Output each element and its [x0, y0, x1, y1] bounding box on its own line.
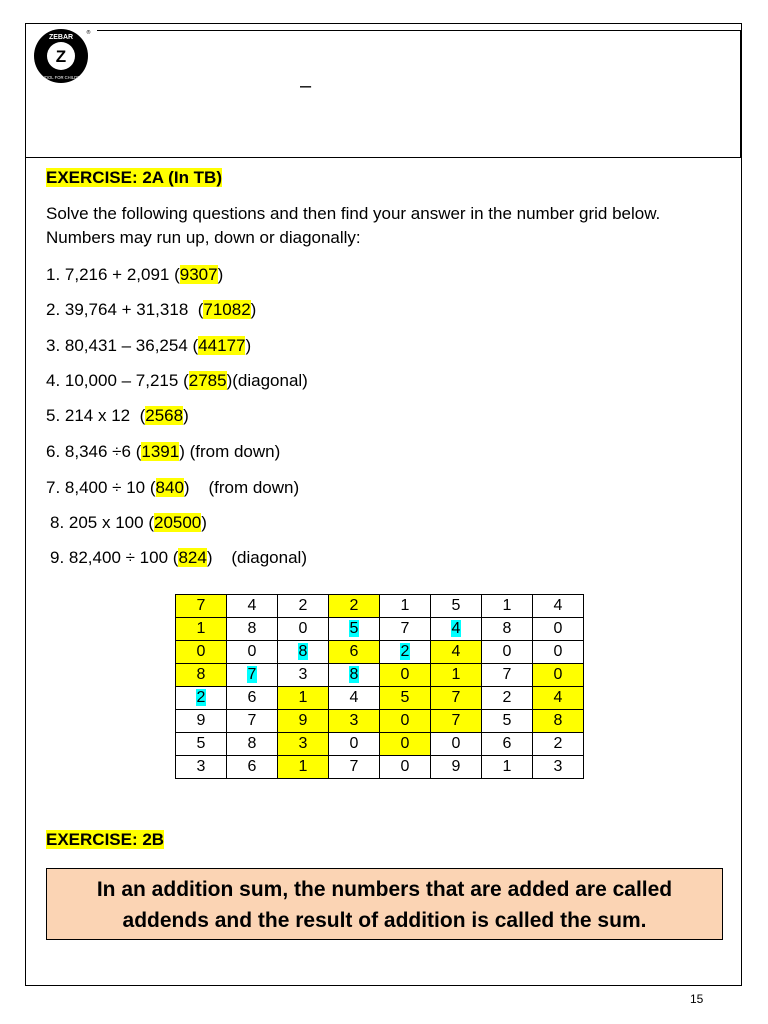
question-text: 5. 214 x 12: [46, 406, 140, 425]
grid-cell: [431, 595, 482, 618]
grid-cell-value: 2: [502, 689, 512, 706]
grid-cell: [380, 618, 431, 641]
question-text: 2. 39,764 + 31,318: [46, 300, 198, 319]
answer-open-paren: (: [174, 265, 180, 284]
grid-cell: [533, 710, 584, 733]
grid-cell: [278, 595, 329, 618]
answer-highlight: 44177: [198, 336, 246, 355]
grid-cell: [482, 687, 533, 710]
grid-cell-value: 8: [247, 620, 257, 637]
header-box: [25, 23, 742, 158]
grid-cell: [329, 710, 380, 733]
grid-cell: [482, 756, 533, 779]
grid-cell: [176, 664, 227, 687]
grid-cell: [482, 595, 533, 618]
grid-cell-value: 4: [553, 597, 563, 614]
answer-highlight: 824: [178, 548, 207, 567]
question-1: [46, 263, 223, 287]
grid-cell: [278, 664, 329, 687]
answer-highlight: 2568: [145, 406, 184, 425]
question-2: [46, 298, 256, 322]
grid-cell-value: 4: [553, 689, 563, 706]
grid-cell-value: 6: [349, 643, 359, 660]
grid-cell: [278, 733, 329, 756]
answer-close-paren: ): [217, 265, 224, 284]
grid-cell-value: 0: [553, 620, 563, 637]
note-line-1: In an addition sum, the numbers that are added are called: [96, 878, 673, 901]
grid-cell-value: 0: [451, 735, 461, 752]
grid-cell: [431, 756, 482, 779]
grid-cell-value: 0: [400, 758, 410, 775]
question-text: 4. 10,000 – 7,215: [46, 371, 184, 390]
grid-cell-value: 8: [553, 712, 563, 729]
answer-close-paren: ): [183, 406, 189, 425]
grid-cell: [278, 687, 329, 710]
question-5: [46, 404, 189, 428]
grid-cell: [380, 733, 431, 756]
grid-cell: [329, 641, 380, 664]
grid-cell-value: 4: [451, 620, 461, 637]
header-rule-right: [740, 30, 741, 157]
question-text: 3. 80,431 – 36,254: [46, 336, 193, 355]
question-3: [46, 334, 251, 358]
grid-cell: [533, 733, 584, 756]
grid-cell-value: 3: [196, 758, 206, 775]
grid-cell: [278, 710, 329, 733]
grid-cell: [380, 756, 431, 779]
logo-letter: Z: [55, 47, 67, 66]
grid-cell: [329, 756, 380, 779]
answer-close-paren: ): [201, 513, 207, 532]
grid-cell: [227, 595, 278, 618]
grid-cell: [431, 641, 482, 664]
grid-cell: [227, 618, 278, 641]
answer-highlight: 9307: [179, 265, 218, 284]
answer-close-paren: ): [245, 336, 252, 355]
grid-cell-value: 1: [298, 758, 308, 775]
exercise-2a-title: EXERCISE: 2A (In TB): [46, 168, 222, 187]
logo-text-top: ZEBAR: [48, 34, 74, 41]
grid-cell: [329, 664, 380, 687]
grid-cell: [380, 595, 431, 618]
grid-cell-value: 8: [298, 643, 308, 660]
grid-cell-value: 0: [553, 666, 563, 683]
header-dash: –: [300, 75, 312, 97]
grid-cell-value: 2: [400, 643, 410, 660]
grid-cell-value: 3: [349, 712, 359, 729]
answer-highlight: 840: [155, 478, 184, 497]
answer-close-paren: ): [179, 442, 185, 461]
grid-cell: [431, 687, 482, 710]
grid-cell-value: 0: [196, 643, 206, 660]
grid-row: [176, 664, 584, 687]
grid-cell: [329, 618, 380, 641]
note-line-2: addends and the result of addition is called the sum.: [122, 909, 647, 932]
grid-cell: [380, 687, 431, 710]
grid-row: [176, 710, 584, 733]
question-9: [50, 546, 307, 570]
grid-cell: [431, 664, 482, 687]
grid-cell: [533, 618, 584, 641]
grid-cell: [533, 664, 584, 687]
question-text: 6. 8,346 ÷6: [46, 442, 136, 461]
grid-row: [176, 733, 584, 756]
answer-close-paren: ): [226, 371, 233, 390]
page-number: 15: [690, 992, 704, 1006]
grid-cell: [176, 687, 227, 710]
grid-cell: [482, 641, 533, 664]
question-text: 9. 82,400 ÷ 100: [50, 548, 173, 567]
grid-row: [176, 641, 584, 664]
grid-cell-value: 1: [502, 597, 512, 614]
grid-cell: [380, 710, 431, 733]
grid-cell-value: 5: [349, 620, 359, 637]
grid-cell-value: 8: [247, 735, 257, 752]
grid-cell: [176, 618, 227, 641]
question-note: (from down): [184, 442, 281, 461]
question-note: (from down): [189, 478, 300, 497]
grid-cell: [431, 618, 482, 641]
answer-open-paren: (: [135, 442, 142, 461]
header-rule: [97, 30, 740, 31]
grid-cell: [431, 710, 482, 733]
grid-cell: [227, 756, 278, 779]
question-4: [46, 369, 308, 393]
grid-cell-value: 9: [196, 712, 206, 729]
answer-close-paren: ): [183, 478, 190, 497]
grid-cell-value: 8: [196, 666, 206, 683]
grid-cell: [176, 595, 227, 618]
definition-note: [46, 868, 723, 940]
grid-row: [176, 595, 584, 618]
answer-close-paren: ): [206, 548, 213, 567]
grid-cell: [482, 710, 533, 733]
grid-cell-value: 3: [298, 666, 308, 683]
grid-cell-value: 0: [400, 735, 410, 752]
answer-open-paren: (: [148, 513, 154, 532]
grid-cell-value: 1: [196, 620, 206, 637]
grid-cell-value: 4: [451, 643, 461, 660]
answer-open-paren: (: [183, 371, 189, 390]
question-note: (diagonal): [232, 371, 308, 390]
grid-cell-value: 8: [349, 666, 359, 683]
grid-cell-value: 7: [196, 597, 206, 614]
grid-cell: [176, 710, 227, 733]
grid-cell: [380, 664, 431, 687]
answer-open-paren: (: [197, 300, 204, 319]
grid-cell-value: 6: [247, 689, 257, 706]
grid-cell: [533, 641, 584, 664]
grid-cell-value: 7: [400, 620, 410, 637]
answer-open-paren: (: [149, 478, 156, 497]
grid-cell-value: 8: [502, 620, 512, 637]
grid-cell: [329, 595, 380, 618]
grid-cell-value: 2: [553, 735, 563, 752]
grid-cell-value: 7: [451, 712, 461, 729]
grid-cell: [227, 641, 278, 664]
grid-cell: [533, 687, 584, 710]
answer-close-paren: ): [250, 300, 257, 319]
grid-cell: [329, 687, 380, 710]
grid-cell-value: 1: [451, 666, 461, 683]
answer-highlight: 20500: [153, 513, 202, 532]
answer-open-paren: (: [172, 548, 179, 567]
grid-cell: [176, 756, 227, 779]
grid-cell: [533, 756, 584, 779]
grid-cell: [482, 733, 533, 756]
logo-text-bottom: SCHOOL FOR CHILDREN: [35, 75, 87, 80]
answer-open-paren: (: [139, 406, 146, 425]
grid-cell-value: 9: [298, 712, 308, 729]
answer-highlight: 2785: [188, 371, 227, 390]
grid-cell-value: 2: [298, 597, 308, 614]
grid-cell: [380, 641, 431, 664]
grid-cell-value: 5: [502, 712, 512, 729]
question-text: 7. 8,400 ÷ 10: [46, 478, 150, 497]
question-note: (diagonal): [212, 548, 307, 567]
grid-cell-value: 4: [247, 597, 257, 614]
grid-cell-value: 1: [400, 597, 410, 614]
grid-row: [176, 687, 584, 710]
exercise-2b-title: EXERCISE: 2B: [46, 830, 165, 849]
grid-cell-value: 7: [247, 666, 257, 683]
grid-cell-value: 3: [298, 735, 308, 752]
grid-cell: [176, 733, 227, 756]
grid-cell-value: 7: [451, 689, 461, 706]
grid-cell-value: 0: [400, 666, 410, 683]
school-logo-icon: [33, 28, 89, 84]
grid-cell-value: 0: [298, 620, 308, 637]
grid-cell: [227, 710, 278, 733]
grid-cell-value: 6: [247, 758, 257, 775]
svg-text:®: ®: [86, 30, 91, 36]
instructions: Solve the following questions and then find your answer in the number grid below. Numbers may run up, down or diagonally:: [46, 204, 661, 247]
grid-cell-value: 1: [502, 758, 512, 775]
grid-cell-value: 5: [400, 689, 410, 706]
answer-open-paren: (: [192, 336, 199, 355]
grid-cell: [227, 664, 278, 687]
grid-cell-value: 5: [451, 597, 461, 614]
question-7: [46, 476, 299, 500]
grid-cell: [278, 618, 329, 641]
grid-cell: [176, 641, 227, 664]
grid-cell-value: 0: [553, 643, 563, 660]
grid-cell-value: 2: [349, 597, 359, 614]
grid-cell-value: 3: [553, 758, 563, 775]
question-text: 8. 205 x 100: [50, 513, 149, 532]
grid-cell-value: 0: [247, 643, 257, 660]
grid-cell: [278, 756, 329, 779]
question-text: 1. 7,216 + 2,091: [46, 265, 175, 284]
grid-cell: [431, 733, 482, 756]
grid-row: [176, 756, 584, 779]
answer-highlight: 1391: [141, 442, 180, 461]
grid-cell-value: 7: [247, 712, 257, 729]
grid-cell: [329, 733, 380, 756]
grid-cell: [533, 595, 584, 618]
grid-cell: [482, 618, 533, 641]
grid-cell: [227, 733, 278, 756]
grid-cell-value: 7: [502, 666, 512, 683]
grid-cell: [227, 687, 278, 710]
question-6: [46, 440, 280, 464]
grid-cell-value: 0: [502, 643, 512, 660]
grid-cell-value: 9: [451, 758, 461, 775]
grid-cell: [278, 641, 329, 664]
grid-cell-value: 0: [349, 735, 359, 752]
grid-cell-value: 5: [196, 735, 206, 752]
grid-cell: [482, 664, 533, 687]
answer-highlight: 71082: [203, 300, 251, 319]
grid-row: [176, 618, 584, 641]
grid-cell-value: 4: [349, 689, 359, 706]
grid-cell-value: 0: [400, 712, 410, 729]
grid-cell-value: 1: [298, 689, 308, 706]
grid-cell-value: 6: [502, 735, 512, 752]
number-grid: [175, 594, 584, 779]
question-8: [50, 511, 207, 535]
grid-cell-value: 7: [349, 758, 359, 775]
grid-cell-value: 2: [196, 689, 206, 706]
